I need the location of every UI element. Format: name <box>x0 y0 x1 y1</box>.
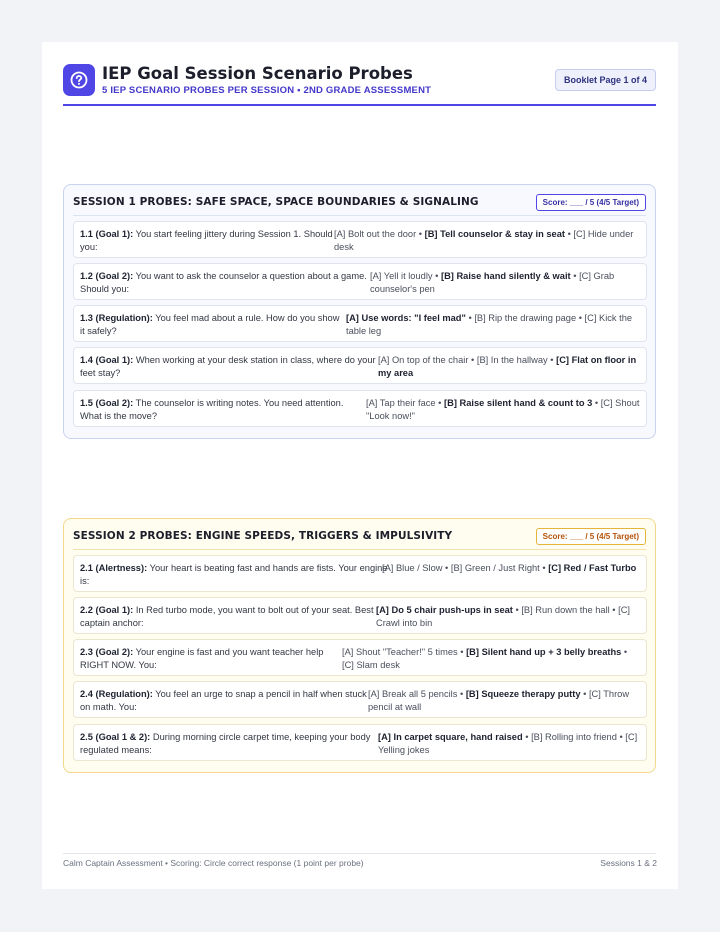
probe-answers <box>368 688 640 714</box>
probe-answers <box>376 604 640 630</box>
correct-answer: [A] Do 5 chair push-ups in seat <box>376 605 513 615</box>
footer-sessions: Sessions 1 & 2 <box>600 858 657 868</box>
answer-text: [A] Bolt out the door • <box>334 229 423 239</box>
probe-item <box>73 724 647 761</box>
correct-answer: [C] Red / Fast Turbo <box>548 563 637 573</box>
probe-label: 1.5 (Goal 2): <box>80 398 134 408</box>
probe-label: 1.2 (Goal 2): <box>80 271 134 281</box>
question-circle-icon <box>63 64 95 96</box>
session-divider <box>73 549 646 550</box>
probe-label: 1.3 (Regulation): <box>80 313 153 323</box>
probe-answers <box>378 354 640 380</box>
answer-text: [A] On top of the chair • [B] In the hallway • <box>378 355 554 365</box>
probe-label: 2.4 (Regulation): <box>80 689 153 699</box>
probe-question <box>80 688 376 714</box>
probe-item <box>73 681 647 718</box>
probe-item <box>73 639 647 676</box>
correct-answer: [A] In carpet square, hand raised <box>378 732 523 742</box>
probe-answers <box>334 228 640 254</box>
answer-text: • [B] Run down the hall • [C] Crawl into bin <box>376 605 630 628</box>
page-title: IEP Goal Session Scenario Probes <box>102 64 413 83</box>
session-1-panel <box>63 184 656 439</box>
session-2-panel <box>63 518 656 773</box>
probe-text: During morning circle carpet time, keeping your body regulated means: <box>80 732 371 755</box>
probe-text: When working at your desk station in class, where do your feet stay? <box>80 355 376 378</box>
probe-item <box>73 347 647 384</box>
session-title: SESSION 2 PROBES: ENGINE SPEEDS, TRIGGERS & IMPULSIVITY <box>73 530 453 542</box>
answer-text: • [C] Throw pencil at wall <box>368 689 630 712</box>
answer-text: [A] Tap their face • <box>366 398 442 408</box>
answer-text: • [C] Slam desk <box>342 647 628 670</box>
probe-text: The counselor is writing notes. You need attention. What is the move? <box>80 398 344 421</box>
answer-text: • [B] Rolling into friend • [C] Yelling jokes <box>378 732 638 755</box>
probe-item <box>73 390 647 427</box>
booklet-page <box>42 42 678 889</box>
probe-item <box>73 305 647 342</box>
probe-label: 2.2 (Goal 1): <box>80 605 134 615</box>
header-divider <box>63 104 656 106</box>
answer-text: [A] Blue / Slow • [B] Green / Just Right • <box>382 563 546 573</box>
correct-answer: [C] Flat on floor in my area <box>378 355 637 378</box>
footer-scoring-note: Calm Captain Assessment • Scoring: Circle correct response (1 point per probe) <box>63 858 364 868</box>
correct-answer: [A] Use words: "I feel mad" <box>346 313 466 323</box>
probe-answers <box>346 312 640 338</box>
probe-text: Your engine is fast and you want teacher help RIGHT NOW. You: <box>80 647 324 670</box>
probe-question <box>80 312 345 338</box>
probe-text: You start feeling jittery during Session 1. Should you: <box>80 229 333 252</box>
probe-question <box>80 228 335 254</box>
booklet-page-badge: Booklet Page 1 of 4 <box>555 69 656 91</box>
session-divider <box>73 215 646 216</box>
probe-label: 1.1 (Goal 1): <box>80 229 134 239</box>
probe-text: You want to ask the counselor a question about a game. Should you: <box>80 271 367 294</box>
probe-text: In Red turbo mode, you want to bolt out of your seat. Best captain anchor: <box>80 605 374 628</box>
correct-answer: [B] Raise silent hand & count to 3 <box>444 398 593 408</box>
answer-text: • [B] Rip the drawing page • [C] Kick the table leg <box>346 313 633 336</box>
probe-answers <box>378 731 640 757</box>
correct-answer: [B] Squeeze therapy putty <box>465 689 581 699</box>
probe-question <box>80 354 380 380</box>
answer-text: • [C] Grab counselor's pen <box>370 271 615 294</box>
probe-answers <box>382 562 640 575</box>
probe-item <box>73 221 647 258</box>
probe-question <box>80 604 378 630</box>
probe-question <box>80 731 380 757</box>
probe-label: 2.3 (Goal 2): <box>80 647 134 657</box>
probe-label: 1.4 (Goal 1): <box>80 355 134 365</box>
probe-text: You feel an urge to snap a pencil in half when stuck on math. You: <box>80 689 367 712</box>
answer-text: • [C] Hide under desk <box>334 229 634 252</box>
probe-item <box>73 597 647 634</box>
probe-text: You feel mad about a rule. How do you show it safely? <box>80 313 340 336</box>
probe-text: Your heart is beating fast and hands are fists. Your engine is: <box>80 563 388 586</box>
answer-text: • [C] Shout "Look now!" <box>366 398 640 421</box>
probe-question <box>80 270 370 296</box>
probe-label: 2.1 (Alertness): <box>80 563 148 573</box>
probe-item <box>73 263 647 300</box>
probe-question <box>80 397 355 423</box>
correct-answer: [B] Silent hand up + 3 belly breaths <box>466 647 622 657</box>
answer-text: [A] Yell it loudly • <box>370 271 439 281</box>
probe-item <box>73 555 647 592</box>
probe-question <box>80 646 342 672</box>
probe-question <box>80 562 390 588</box>
score-badge: Score: ___ / 5 (4/5 Target) <box>536 194 646 211</box>
correct-answer: [B] Tell counselor & stay in seat <box>424 229 565 239</box>
probe-answers <box>366 397 640 423</box>
probe-label: 2.5 (Goal 1 & 2): <box>80 732 151 742</box>
correct-answer: [B] Raise hand silently & wait <box>440 271 571 281</box>
probe-answers <box>342 646 640 672</box>
answer-text: [A] Shout "Teacher!" 5 times • <box>342 647 464 657</box>
page-subtitle: 5 IEP SCENARIO PROBES PER SESSION • 2ND GRADE ASSESSMENT <box>102 85 432 96</box>
footer-divider <box>63 853 656 854</box>
answer-text: [A] Break all 5 pencils • <box>368 689 464 699</box>
session-title: SESSION 1 PROBES: SAFE SPACE, SPACE BOUNDARIES & SIGNALING <box>73 196 479 208</box>
score-badge: Score: ___ / 5 (4/5 Target) <box>536 528 646 545</box>
page-header <box>63 64 656 105</box>
probe-answers <box>370 270 640 296</box>
